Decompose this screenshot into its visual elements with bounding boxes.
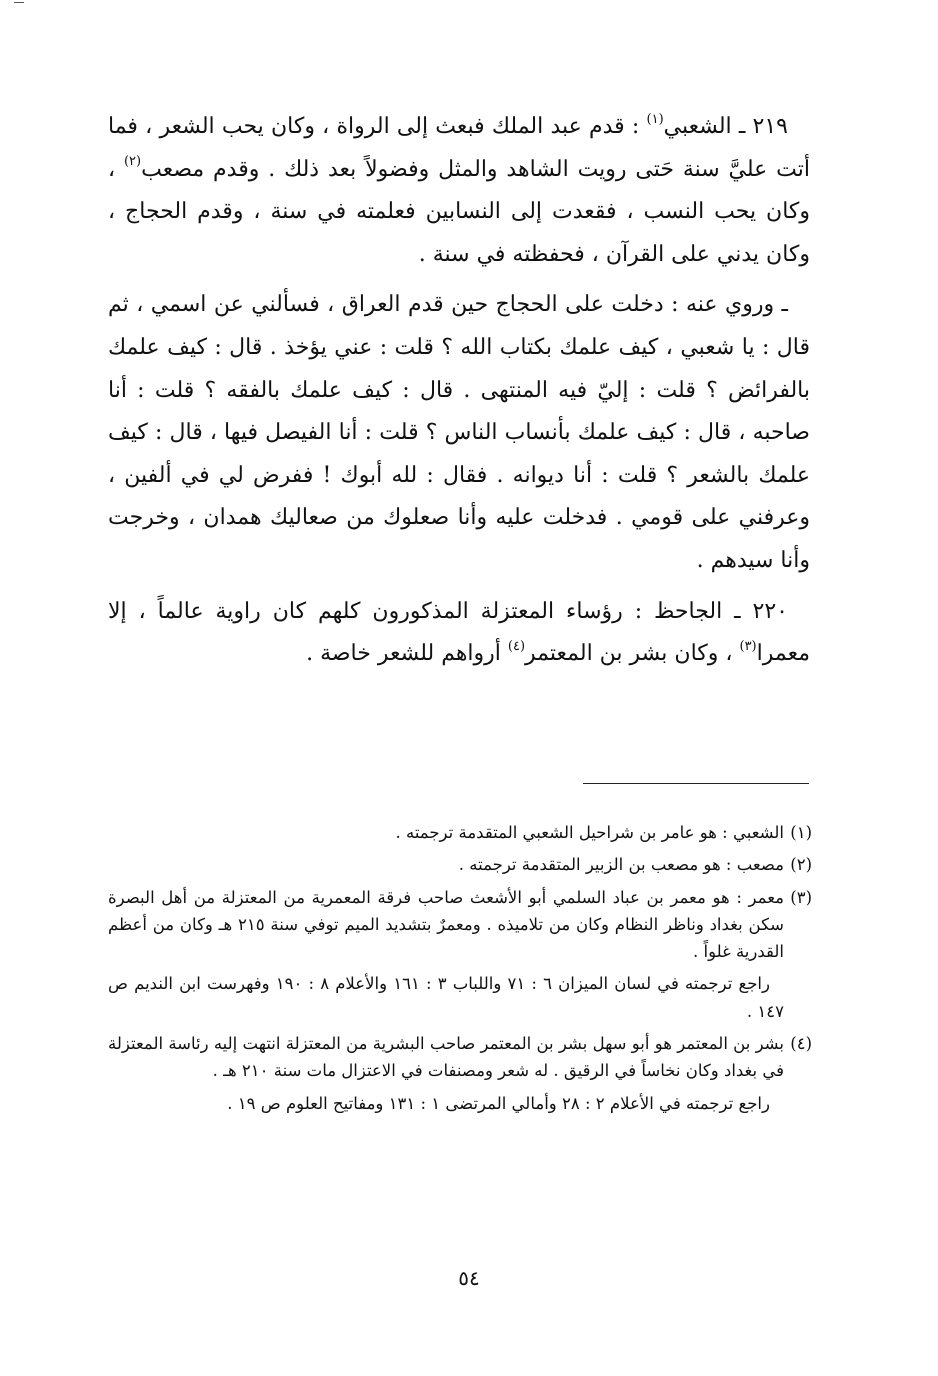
footnote-text: بشر بن المعتمر هو أبو سهل بشر بن المعتمر صاحب البشرية من المعتزلة انتهت إليه رئاسة المعتزلة في بغداد وكان نخاساً في الرقيق . له شعر ومصنفات في الاعتزال مات سنة ٢١٠ هـ . bbox=[108, 1034, 784, 1081]
footnote-ref-1[interactable]: (١) bbox=[646, 111, 664, 127]
footnote-4 bbox=[108, 1030, 812, 1085]
footnote-ref-2[interactable]: (٢) bbox=[123, 154, 142, 170]
page-number: ٥٤ bbox=[458, 1266, 480, 1290]
footnote-separator bbox=[583, 783, 809, 784]
footnote-number: (٢) bbox=[790, 855, 812, 875]
paragraph-220-text: ٢٢٠ ـ الجاحظ : رؤساء المعتزلة المذكورون كلهم كان راوية عالماً ، إلا معمرا bbox=[108, 598, 810, 667]
paragraph-220-text-mid: ، وكان بشر بن المعتمر bbox=[525, 641, 740, 667]
footnote-4-references: راجع ترجمته في الأعلام ٢ : ٢٨ وأمالي المرتضى ١ : ١٣١ ومفاتيح العلوم ص ١٩ . bbox=[227, 1093, 770, 1113]
footnote-1 bbox=[108, 819, 812, 846]
footnote-3 bbox=[108, 884, 812, 966]
paragraph-219-text-continued: ، وكان يحب النسب ، فقعدت إلى النسابين فعلمته في سنة ، وقدم الحجاج ، وكان يدني على القرآن ، فحفظته في سنة . bbox=[108, 156, 810, 267]
footnote-3-references: راجع ترجمته في لسان الميزان ٦ : ٧١ واللباب ٣ : ١٦١ والأعلام ٨ : ١٩٠ وفهرست ابن النديم ص ١٤٧ . bbox=[108, 974, 784, 1021]
footnote-text: معمر : هو معمر بن عباد السلمي أبو الأشعث صاحب فرقة المعمرية من المعتزلة من أهل البصرة سكن بغداد وناظر النظام وكان من تلاميذه . ومعمرٌ بتشديد الميم توفي سنة ٢١٥ هـ وكان من أعظم القدرية غلواً . bbox=[108, 887, 785, 962]
entry-number-219: ٢١٩ ـ الشعبي bbox=[663, 114, 788, 139]
footnote-text: مصعب : هو مصعب بن الزبير المتقدمة ترجمته . bbox=[458, 855, 784, 875]
paragraph-220 bbox=[108, 591, 810, 676]
footnote-2 bbox=[108, 851, 812, 878]
footnote-ref-3[interactable]: (٣) bbox=[739, 638, 757, 654]
footnote-number: (٣) bbox=[790, 887, 812, 907]
paragraph-219 bbox=[108, 106, 810, 276]
footnote-text: الشعبي : هو عامر بن شراحيل الشعبي المتقدمة ترجمته . bbox=[395, 823, 784, 842]
footnotes bbox=[108, 819, 812, 1122]
footnote-number: (١) bbox=[790, 823, 812, 842]
main-text bbox=[108, 106, 810, 684]
footnote-number: (٤) bbox=[790, 1034, 812, 1054]
paragraph-220-text-end: أرواهم للشعر خاصة . bbox=[306, 641, 508, 667]
scan-corner-mark bbox=[14, 2, 24, 6]
footnote-ref-4[interactable]: (٤) bbox=[507, 638, 526, 654]
paragraph-narration: ـ وروي عنه : دخلت على الحجاج حين قدم العراق ، فسألني عن اسمي ، ثم قال : يا شعبي ، كيف علمك بكتاب الله ؟ قلت : عني يؤخذ . قال : كيف علمك بالفرائض ؟ قلت : إليّ فيه المنتهى . قال : كيف علمك بالفقه ؟ قلت : أنا صاحبه ، قال : كيف علمك بأنساب الناس ؟ قلت : أنا الفيصل فيها ، قال : كيف علمك بالشعر ؟ قلت : أنا ديوانه . فقال : لله أبوك ! ففرض لي في ألفين ، وعرفني على قومي . فدخلت عليه وأنا صعلوك من صعاليك همدان ، وخرجت وأنا سيدهم . bbox=[108, 292, 810, 573]
paragraph-219-text: : قدم عبد الملك فبعث إلى الرواة ، وكان يحب الشعر ، فما أتت عليَّ سنة حَتى رويت الشاهد والمثل وفضولاً بعد ذلك . وقدم مصعب bbox=[108, 114, 811, 182]
